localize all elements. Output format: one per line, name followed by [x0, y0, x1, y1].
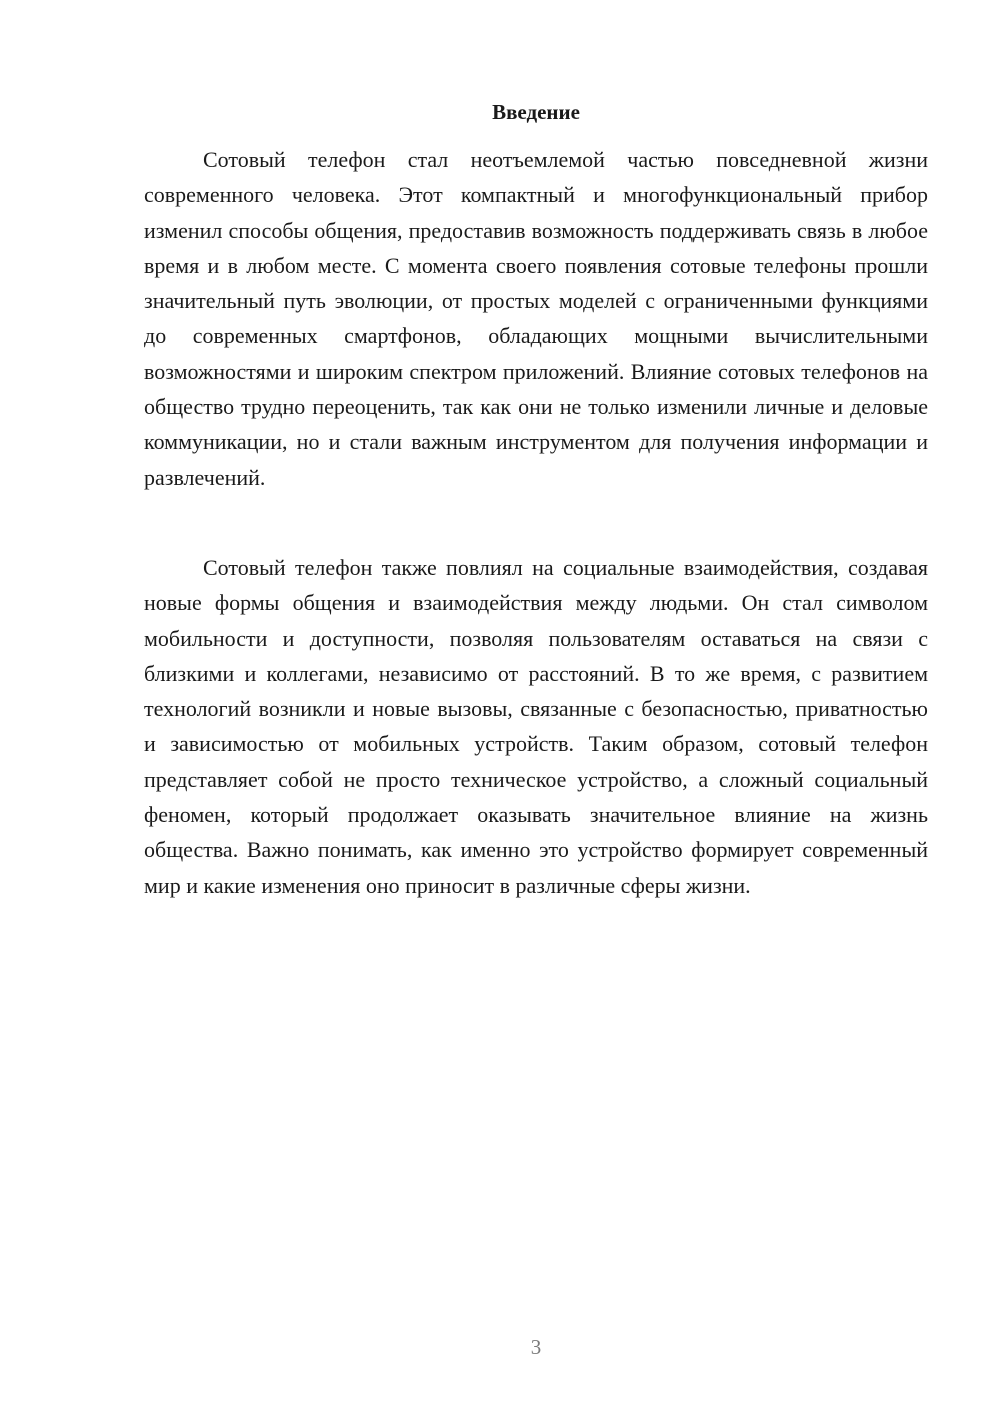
section-heading: Введение: [492, 100, 580, 124]
paragraph-2: Сотовый телефон также повлиял на социальные взаимодействия, создавая новые формы общения и взаимодействия между людьми. Он стал символом мобильности и доступности, позволяя пользователям оставаться на связи с близкими и коллегами, независимо от расстояний. В то же время, с развитием технологий возникли и новые вызовы, связанные с безопасностью, приватностью и зависимостью от мобильных устройств. Таким образом, сотовый телефон представляет собой не просто техническое устройство, а сложный социальный феномен, который продолжает оказывать значительное влияние на жизнь общества. Важно понимать, как именно это устройство формирует современный мир и какие изменения оно приносит в различные сферы жизни.: [144, 555, 928, 898]
paragraph-1: Сотовый телефон стал неотъемлемой частью повседневной жизни современного человека. Этот компактный и многофункциональный прибор изменил способы общения, предоставив возможность поддерживать связь в любое время и в любом месте. С момента своего появления сотовые телефоны прошли значительный путь эволюции, от простых моделей с ограниченными функциями до современных смартфонов, обладающих мощными вычислительными возможностями и широким спектром приложений. Влияние сотовых телефонов на общество трудно переоценить, так как они не только изменили личные и деловые коммуникации, но и стали важным инструментом для получения информации и развлечений.: [144, 147, 928, 490]
page-number: 3: [530, 1335, 542, 1359]
